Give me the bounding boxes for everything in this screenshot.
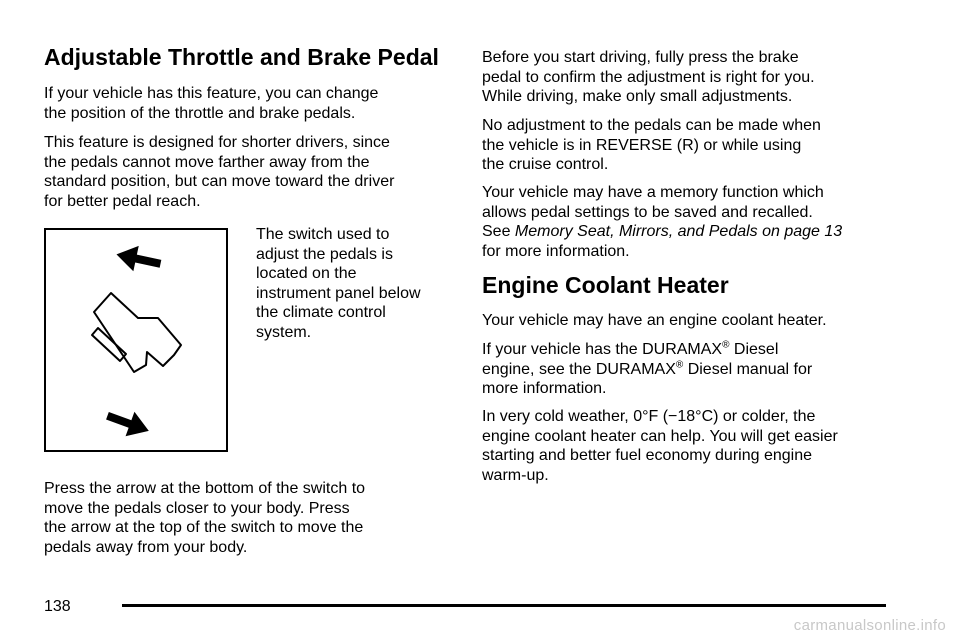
watermark: carmanualsonline.info: [793, 617, 946, 634]
cross-reference-link[interactable]: Memory Seat, Mirrors, and Pedals on page 13: [514, 223, 843, 240]
page-number: 138: [44, 598, 71, 615]
figure-caption: The switch used to adjust the pedals is located on the instrument panel below the climate control system.: [256, 226, 421, 341]
paragraph-duramax: If your vehicle has the DURAMAX® Diesel engine, see the DURAMAX® Diesel manual for more information.: [482, 339, 813, 397]
arrow-away-icon: [114, 242, 163, 277]
pedal-switch-svg: [46, 230, 226, 450]
pedal-switch-illustration: [44, 228, 228, 452]
paragraph-purpose: This feature is designed for shorter drivers, since the pedals cannot move farther away from the standard position, but can move toward the driver for better pedal reach.: [44, 134, 395, 210]
paragraph-no-adjustment: No adjustment to the pedals can be made when the vehicle is in REVERSE (R) or while using the cruise control.: [482, 117, 821, 173]
arrow-closer-icon: [103, 404, 153, 443]
paragraph-cold-weather: In very cold weather, 0°F (−18°C) or colder, the engine coolant heater can help. You will get easier starting and better fuel economy during engine warm-up.: [482, 408, 838, 484]
paragraph-arrows: Press the arrow at the bottom of the switch to move the pedals closer to your body. Press the arrow at the top of the switch to move the pedals away from your body.: [44, 480, 366, 556]
footer-rule: [122, 604, 886, 607]
pedal-icon: [92, 293, 181, 372]
section-title-pedals: Adjustable Throttle and Brake Pedal: [44, 44, 439, 70]
paragraph-intro: If your vehicle has this feature, you can change the position of the throttle and brake pedals.: [44, 85, 379, 122]
paragraph-memory: Your vehicle may have a memory function which allows pedal settings to be saved and recalled. See Memory Seat, Mirrors, and Pedals on page 13 for more information.: [482, 184, 843, 260]
paragraph-before-driving: Before you start driving, fully press the brake pedal to confirm the adjustment is right for you. While driving, make only small adjustments.: [482, 49, 815, 105]
section-title-coolant-heater: Engine Coolant Heater: [482, 272, 729, 298]
paragraph-coolant-heater: Your vehicle may have an engine coolant heater.: [482, 312, 827, 329]
